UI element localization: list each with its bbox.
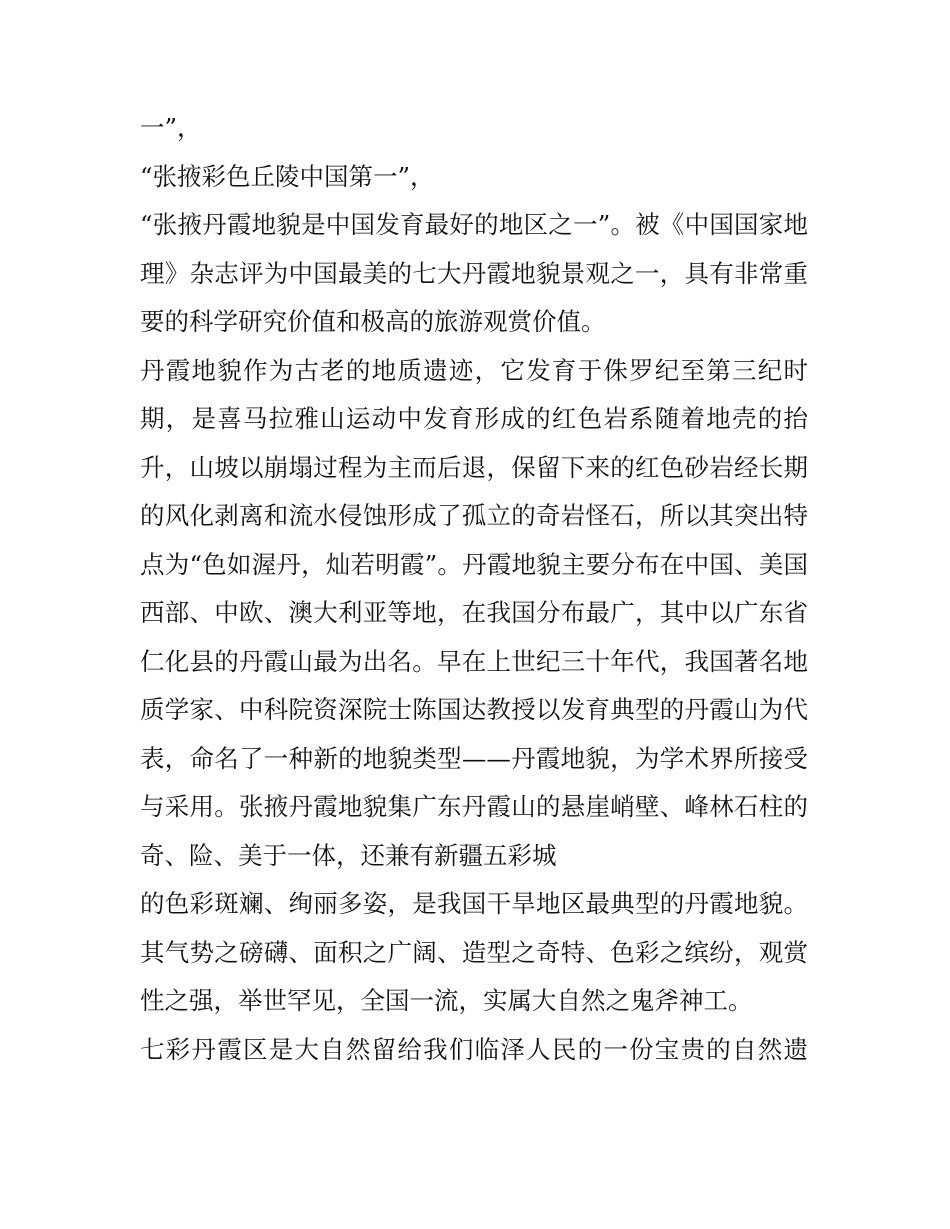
text-line: 一”， <box>140 113 202 142</box>
body-text <box>140 104 820 1074</box>
text-line: 奇、险、美于一体，还兼有新疆五彩城 <box>140 840 557 870</box>
text-line: 性之强，举世罕见，全国一流，实属大自然之鬼斧神工。 <box>140 986 753 1015</box>
text-line: 西部、中欧、澳大利亚等地，在我国分布最广，其中以广东省 <box>140 598 808 627</box>
text-line: 理》杂志评为中国最美的七大丹霞地貌景观之一，具有非常重 <box>140 258 808 288</box>
text-line: 升，山坡以崩塌过程为主而后退，保留下来的红色砂岩经长期 <box>140 452 808 482</box>
text-line: “张掖丹霞地貌是中国发育最好的地区之一”。被《中国国家地 <box>140 210 808 239</box>
text-line: “张掖彩色丘陵中国第一”， <box>140 161 435 191</box>
text-line: 与采用。张掖丹霞地貌集广东丹霞山的悬崖峭壁、峰林石柱的 <box>140 792 808 821</box>
text-line: 仁化县的丹霞山最为出名。早在上世纪三十年代，我国著名地 <box>140 646 808 676</box>
text-line: 表，命名了一种新的地貌类型——丹霞地貌，为学术界所接受 <box>140 743 808 773</box>
text-line: 质学家、中科院资深院士陈国达教授以发育典型的丹霞山为代 <box>140 695 808 724</box>
text-line: 的色彩斑斓、绚丽多姿，是我国干旱地区最典型的丹霞地貌。 <box>140 889 808 918</box>
text-line: 其气势之磅礴、面积之广阔、造型之奇特、色彩之缤纷，观赏 <box>140 937 808 967</box>
text-line: 丹霞地貌作为古老的地质遗迹，它发育于侏罗纪至第三纪时 <box>140 355 808 385</box>
text-line: 的风化剥离和流水侵蚀形成了孤立的奇岩怪石，所以其突出特 <box>140 501 808 530</box>
text-line: 点为“色如渥丹，灿若明霞”。丹霞地貌主要分布在中国、美国 <box>140 549 808 579</box>
text-line: 七彩丹霞区是大自然留给我们临泽人民的一份宝贵的自然遗 <box>140 1034 808 1064</box>
text-line: 要的科学研究价值和极高的旅游观赏价值。 <box>140 307 606 336</box>
text-line: 期，是喜马拉雅山运动中发育形成的红色岩系随着地壳的抬 <box>140 404 808 433</box>
